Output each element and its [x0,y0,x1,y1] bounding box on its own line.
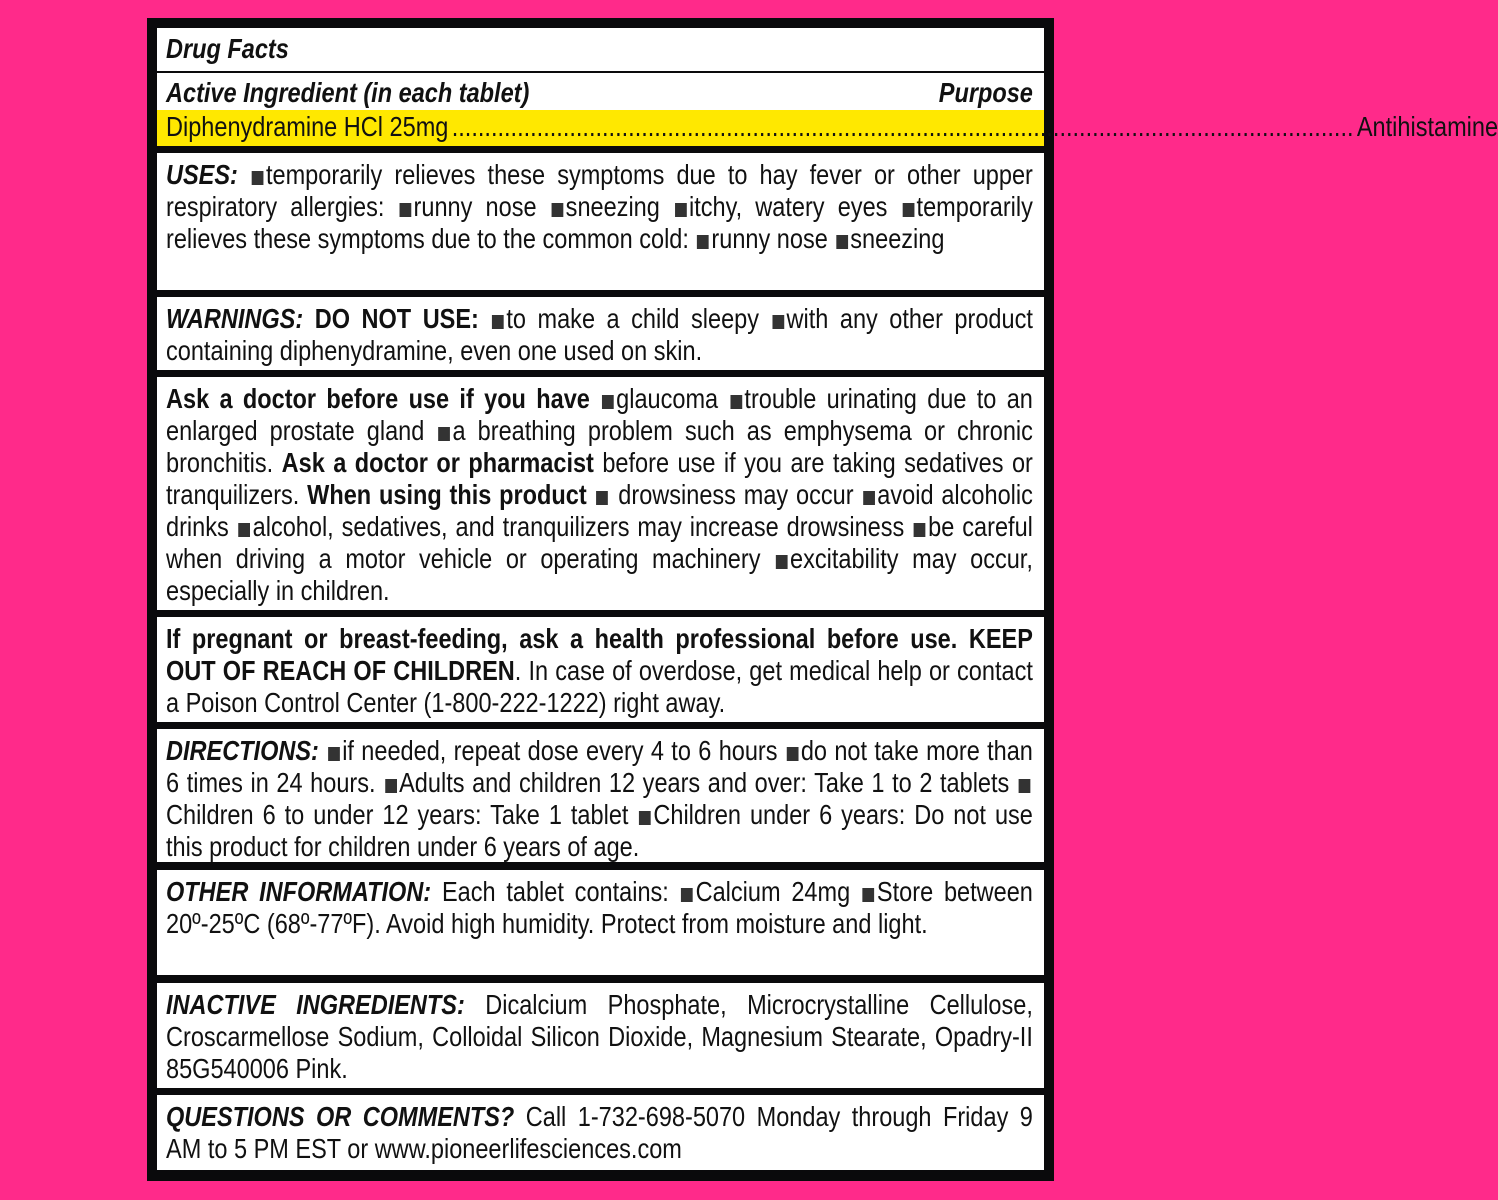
body-text: a breathing problem such as emphysema or chronic bronchitis. [166,415,1033,478]
bullet-square-icon [675,203,687,217]
heading-text: If pregnant or breast-feeding, ask a health professional before use. KEEP OUT OF REACH OF CHILDREN [166,623,1033,686]
bullet-square-icon [697,235,709,249]
bullet-square-icon [863,888,875,902]
bullet-square-icon [399,203,411,217]
heading-text: INACTIVE INGREDIENTS: [166,989,486,1020]
body-text: avoid alcoholic drinks [166,479,1033,542]
section-warnings [157,297,1044,370]
body-text: Each tablet contains: [441,876,680,907]
inactive-ingredients-text [166,989,1033,1085]
heading-text: WARNINGS: [166,303,315,334]
body-text: drowsiness may occur [610,479,862,510]
leader-dots: .......................................................................................................................................... [451,111,1354,142]
bullet-square-icon [252,171,264,185]
directions-text [166,735,1033,863]
section-directions [157,729,1044,862]
bullet-square-icon [238,523,250,537]
other-information-text [166,876,1033,940]
heading-text: OTHER INFORMATION: [166,876,442,907]
body-text: if needed, repeat dose every 4 to 6 hours [342,735,785,766]
bullet-square-icon [863,491,875,505]
bullet-square-icon [836,235,848,249]
body-text: Children under 6 years: Do not use this product for children under 6 years of age. [166,799,1033,862]
body-text: Calcium 24mg [695,876,861,907]
body-text: Store between 20º-25ºC (68º-77ºF). Avoid high humidity. Protect from moisture and light. [166,876,1033,939]
purpose-heading: Purpose [938,77,1033,108]
heading-text: Ask a doctor or pharmacist [281,447,594,478]
bullet-square-icon [902,203,914,217]
bullet-square-icon [328,747,340,761]
body-text: temporarily relieves these symptoms due to hay fever or other upper respiratory allergies: [166,159,1033,222]
body-text: sneezing [565,191,674,222]
bullet-square-icon [602,395,614,409]
body-text: Call 1-732-698-5070 Monday through Friday 9 AM to 5 PM EST or www.pioneerlifesciences.com [166,1101,1033,1164]
uses-text [166,159,1033,255]
bullet-square-icon [596,491,608,505]
section-inactive-ingredients [157,983,1044,1088]
section-pregnant [157,617,1044,722]
body-text: with any other product containing diphenydramine, even one used on skin. [166,303,1033,366]
body-text: be careful when driving a motor vehicle or operating machinery [166,511,1033,574]
active-header-row [166,76,1033,110]
bullet-square-icon [551,203,563,217]
bullet-square-icon [385,779,397,793]
active-ingredient-heading: Active Ingredient (in each tablet) [166,77,530,108]
drug-facts-header [157,28,1044,71]
body-text: excitability may occur, especially in children. [166,543,1033,606]
active-ingredient-section [157,73,1498,146]
pregnant-text [166,623,1033,719]
heading-text: QUESTIONS OR COMMENTS? [166,1101,526,1132]
bullet-square-icon [787,747,799,761]
section-other-information [157,870,1044,975]
ingredient-purpose: Antihistamine [1356,111,1498,142]
body-text: trouble urinating due to an enlarged prostate gland [166,383,1033,446]
body-text: sneezing [850,223,945,254]
bullet-square-icon [492,315,504,329]
bullet-square-icon [681,888,693,902]
heading-text: USES: [166,159,250,190]
warnings-text [166,303,1033,367]
ingredient-name: Diphenydramine HCl 25mg [166,111,449,142]
drug-facts-title: Drug Facts [166,33,289,64]
body-text: Dicalcium Phosphate, Microcrystalline Cellulose, Croscarmellose Sodium, Colloidal Silicon Dioxide, Magnesium Stearate, Opadry-II 85G540006 Pink. [166,989,1033,1084]
bullet-square-icon [438,427,450,441]
body-text: Adults and children 12 years and over: Take 1 to 2 tablets [399,767,1017,798]
body-text: to make a child sleepy [506,303,771,334]
heading-text: DIRECTIONS: [166,735,327,766]
body-text: Children 6 to under 12 years: Take 1 tablet [166,799,638,830]
heading-text: When using this product [307,479,595,510]
bullet-square-icon [1019,779,1031,793]
body-text: runny nose [711,223,835,254]
section-ask-doctor [157,377,1044,610]
bullet-square-icon [776,555,788,569]
drug-facts-label [147,18,1498,1181]
section-uses [157,153,1044,290]
bullet-square-icon [730,395,742,409]
heading-text: DO NOT USE: [314,303,491,334]
section-questions [157,1095,1044,1170]
bullet-square-icon [639,811,651,825]
bullet-square-icon [772,315,784,329]
body-text: . In case of overdose, get medical help or contact a Poison Control Center (1-800-222-1222) right away. [166,655,1033,718]
heading-text: Ask a doctor before use if you have [166,383,601,414]
body-text: alcohol, sedatives, and tranquilizers may increase drowsiness [252,511,913,542]
body-text: glaucoma [616,383,729,414]
ask-doctor-text [166,383,1033,607]
ingredient-row [166,110,1498,144]
body-text: runny nose [413,191,550,222]
body-text: do not take more than 6 times in 24 hours. [166,735,1033,798]
questions-text [166,1101,1033,1165]
body-text: temporarily relieves these symptoms due to the common cold: [166,191,1033,254]
bullet-square-icon [914,523,926,537]
body-text: before use if you are taking sedatives or tranquilizers. [166,447,1033,510]
body-text: itchy, watery eyes [688,191,901,222]
